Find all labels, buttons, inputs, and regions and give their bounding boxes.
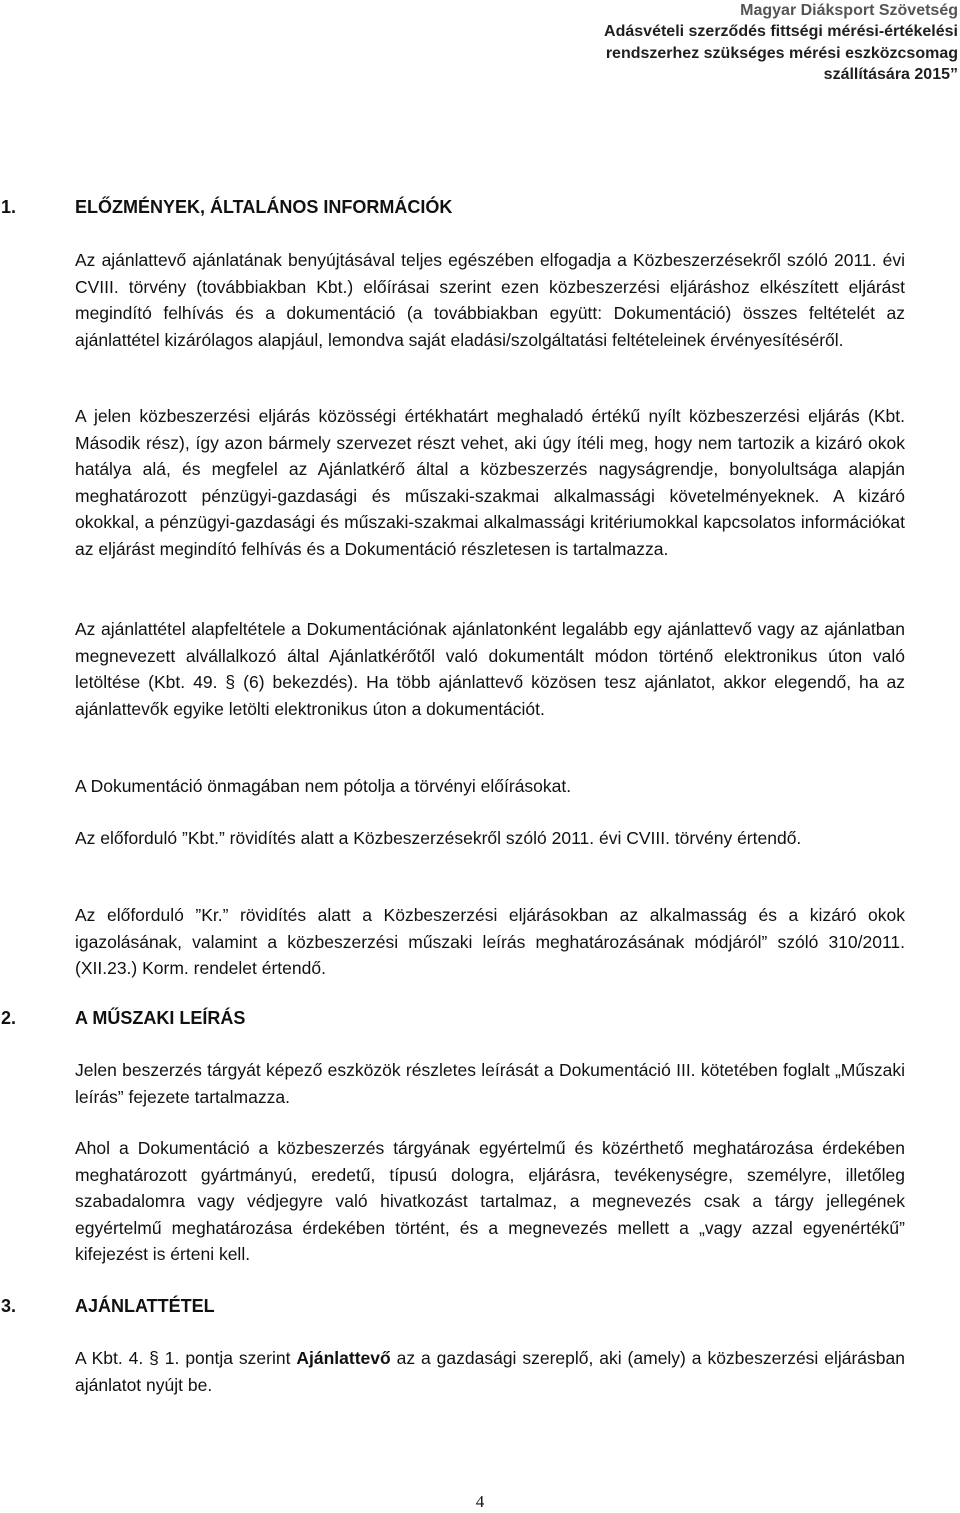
section-1-paragraph-5-text: Az előforduló ”Kbt.” rövidítés alatt a Közbeszerzésekről szóló 2011. évi CVIII. törvény értendő.	[75, 828, 802, 848]
section-3-paragraph-1	[75, 1345, 905, 1398]
section-2-paragraph-1-text: Jelen beszerzés tárgyát képező eszközök részletes leírását a Dokumentáció III. kötetében foglalt „Műszaki leírás” fejezete tartalmazza.	[75, 1060, 905, 1107]
header-title-line-3: szállítására 2015”	[823, 65, 958, 83]
section-1-paragraph-1	[75, 247, 905, 353]
section-1-number: 1.	[1, 197, 17, 217]
section-1-paragraph-1-text: Az ajánlattevő ajánlatának benyújtásával teljes egészében elfogadja a Közbeszerzésekről szóló 2011. évi CVIII. törvény (továbbiakban Kbt.) előírásai szerint ezen közbeszerzési eljáráshoz elkészített eljárást megindító felhívás és a dokumentáció (a továbbiakban együtt: Dokumentáció) összes feltételét az ajánlattétel kizárólagos alapjául, lemondva saját eladási/szolgáltatási feltételeinek érvényesítéséről.	[75, 250, 905, 350]
page-number: 4	[475, 1492, 485, 1511]
section-2-title: A MŰSZAKI LEÍRÁS	[75, 1008, 246, 1028]
section-1-paragraph-2-text: A jelen közbeszerzési eljárás közösségi értékhatárt meghaladó értékű nyílt közbeszerzési eljárás (Kbt. Második rész), így azon bármely szervezet részt vehet, aki úgy ítéli meg, hogy nem tartozik a kizáró okok hatálya alá, és megfelel az Ajánlatkérő által a közbeszerzés nagyságrendje, bonyolultsága alapján meghatározott pénzügyi-gazdasági és műszaki-szakmai alkalmassági követelményeknek. A kizáró okokkal, a pénzügyi-gazdasági és műszaki-szakmai alkalmassági kritériumokkal kapcsolatos információkat az eljárást megindító felhívás és a Dokumentáció részletesen is tartalmazza.	[75, 406, 905, 559]
section-2-paragraph-2	[75, 1135, 905, 1268]
section-1-paragraph-6	[75, 902, 905, 982]
section-3-title: AJÁNLATTÉTEL	[75, 1296, 215, 1316]
section-1-paragraph-3-text: Az ajánlattétel alapfeltétele a Dokumentációnak ajánlatonként legalább egy ajánlattevő vagy az ajánlatban megnevezett alvállalkozó által Ajánlatkérőtől való dokumentált módon történő elektronikus úton való letöltése (Kbt. 49. § (6) bekezdés). Ha több ajánlattevő közösen tesz ajánlatot, akkor elegendő, ha az ajánlattevők egyike letölti elektronikus úton a dokumentációt.	[75, 619, 905, 719]
section-1-paragraph-5	[75, 825, 905, 852]
section-1-paragraph-3	[75, 616, 905, 722]
section-2-number: 2.	[1, 1008, 17, 1028]
section-2-paragraph-2-text: Ahol a Dokumentáció a közbeszerzés tárgyának egyértelmű és közérthető meghatározása érdekében meghatározott gyártmányú, eredetű, típusú dologra, eljárásra, tevékenységre, személyre, illetőleg szabadalomra vagy védjegyre való hivatkozást tartalmaz, a megnevezés csak a tárgy jellegének egyértelmű meghatározása érdekében történt, és a megnevezés mellett a „vagy azzal egyenértékű” kifejezést is érteni kell.	[75, 1138, 905, 1265]
header-title-line-1: Adásvételi szerződés fittségi mérési-értékelési	[604, 23, 958, 41]
header-organization: Magyar Diáksport Szövetség	[740, 2, 958, 19]
section-3-paragraph-1-text	[75, 1345, 905, 1398]
header-title-line-2: rendszerhez szükséges mérési eszközcsomag	[605, 44, 958, 62]
section-1-paragraph-4	[75, 773, 905, 800]
definition-lead-text: A Kbt. 4. § 1. pontja szerint	[75, 1348, 297, 1368]
document-header	[418, 0, 958, 85]
section-2-paragraph-1	[75, 1057, 905, 1110]
definition-rest-text: az a gazdasági szereplő, aki (amely) a közbeszerzési eljárásban ajánlatot nyújt be.	[75, 1348, 905, 1395]
section-1-paragraph-4-text: A Dokumentáció önmagában nem pótolja a törvényi előírásokat.	[75, 776, 572, 796]
section-1-paragraph-6-text: Az előforduló ”Kr.” rövidítés alatt a Közbeszerzési eljárásokban az alkalmasság és a kizáró okok igazolásának, valamint a közbeszerzési műszaki leírás meghatározásának módjáról” szóló 310/2011. (XII.23.) Korm. rendelet értendő.	[75, 905, 905, 979]
section-1-title: ELŐZMÉNYEK, ÁLTALÁNOS INFORMÁCIÓK	[75, 197, 453, 217]
defined-term: Ajánlattevő	[296, 1348, 391, 1368]
section-1-paragraph-2	[75, 403, 905, 563]
section-3-number: 3.	[1, 1296, 17, 1316]
